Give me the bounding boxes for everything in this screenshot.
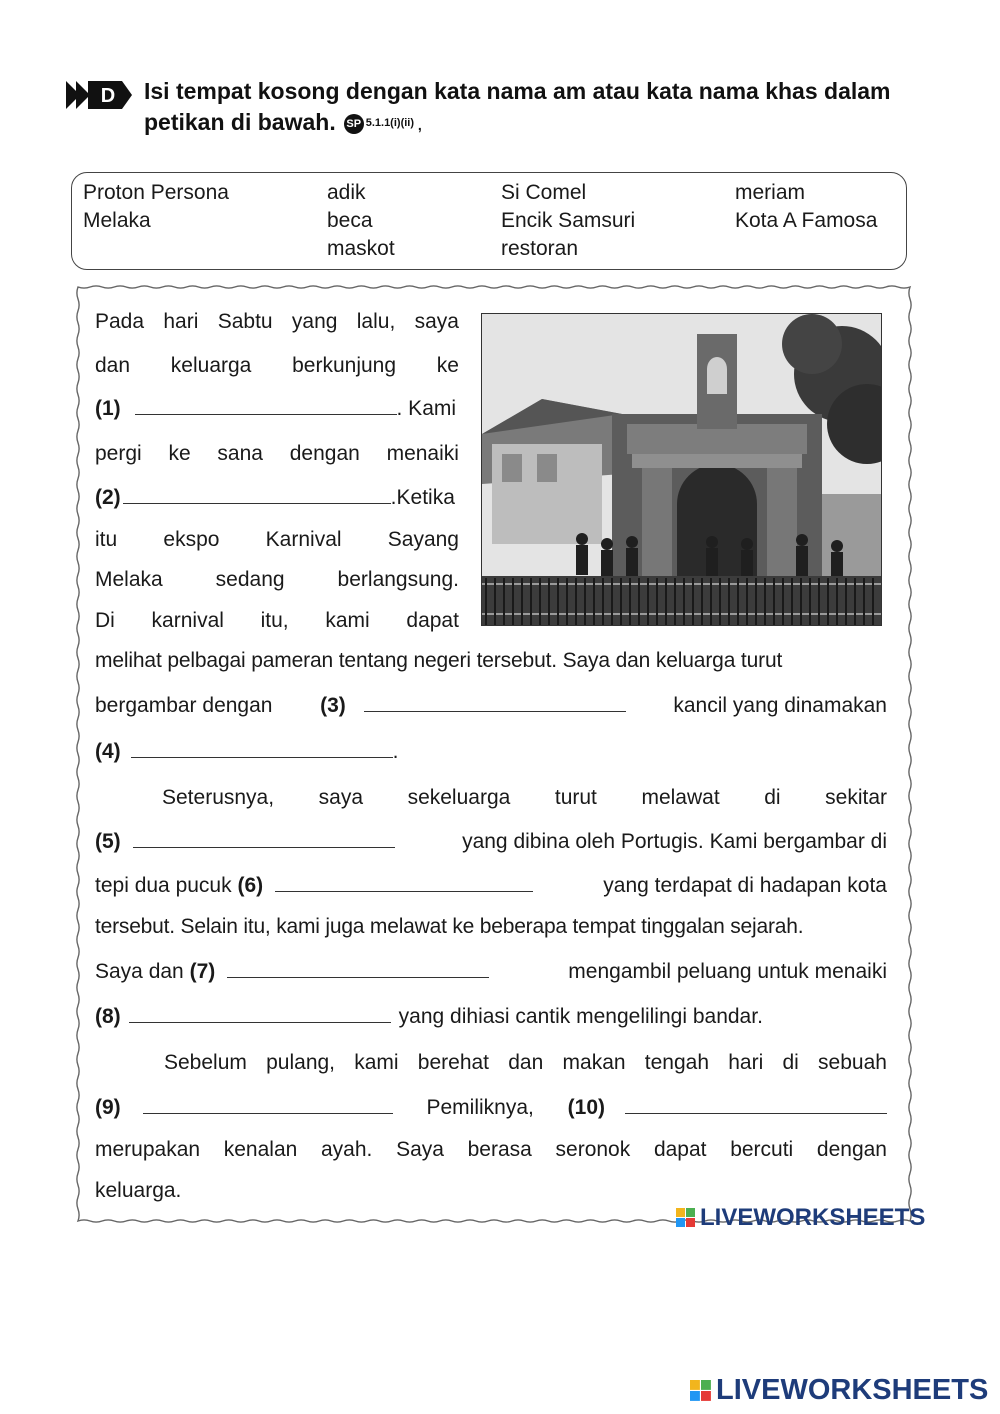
a-famosa-illustration: [482, 314, 882, 626]
liveworksheets-logo-icon: [676, 1208, 696, 1228]
blank-number-6: (6): [237, 874, 264, 897]
word-meriam: meriam: [735, 181, 806, 204]
liveworksheets-logo-icon: [690, 1380, 712, 1402]
blank-6-input[interactable]: [275, 873, 533, 892]
instruction-line-2: petikan di bawah. SP 5.1.1(i)(ii) ,: [144, 109, 422, 135]
blank-1-input[interactable]: [135, 396, 397, 415]
word-encik-samsuri: Encik Samsuri: [501, 209, 636, 232]
passage-p1-line-11: (4) .: [95, 740, 399, 763]
blank-8-input[interactable]: [129, 1004, 391, 1023]
instruction-line-1: Isi tempat kosong dengan kata nama am atau kata nama khas dalam: [144, 78, 891, 104]
passage-p1-line-7: Melaka sedang berlangsung.: [95, 568, 459, 591]
blank-number-7: (7): [189, 960, 216, 983]
passage-p3-line-2: (9) Pemiliknya, (10): [95, 1094, 887, 1122]
passage-p2-line-5: Saya dan (7) mengambil peluang untuk menaiki: [95, 960, 887, 983]
blank-9-input[interactable]: [143, 1095, 393, 1114]
passage-p3-line-4: keluarga.: [95, 1179, 182, 1202]
passage-p1-line-8: Di karnival itu, kami dapat: [95, 609, 459, 632]
blank-number-9: (9): [95, 1096, 121, 1119]
blank-2-input[interactable]: [123, 485, 391, 504]
passage-p1-line-2: dan keluarga berkunjung ke: [95, 354, 459, 377]
passage-p3-line-3: merupakan kenalan ayah. Saya berasa seronok dapat bercuti dengan: [95, 1138, 887, 1161]
word-melaka: Melaka: [83, 209, 151, 232]
section-d-badge: [66, 78, 134, 112]
blank-number-2: (2): [95, 486, 121, 509]
passage-p1-line-10: bergambar dengan (3) kancil yang dinamakan: [95, 694, 887, 717]
passage-p1-line-9: melihat pelbagai pameran tentang negeri tersebut. Saya dan keluarga turut: [95, 649, 783, 672]
blank-10-input[interactable]: [625, 1095, 887, 1114]
blank-number-3: (3): [320, 694, 346, 717]
passage-p2-line-2: (5) yang dibina oleh Portugis. Kami bergambar di: [95, 830, 887, 853]
word-restoran: restoran: [501, 237, 579, 260]
instruction-text: [144, 76, 924, 141]
passage-p2-line-1: Seterusnya, saya sekeluarga turut melawat di sekitar: [162, 786, 887, 809]
passage-p3-line-1: Sebelum pulang, kami berehat dan makan tengah hari di sebuah: [164, 1051, 887, 1074]
watermark-footer: LIVEWORKSHEETS: [690, 1374, 988, 1407]
section-letter: D: [100, 85, 116, 107]
blank-number-5: (5): [95, 830, 121, 853]
passage-p2-line-4: tersebut. Selain itu, kami juga melawat ke beberapa tempat tinggalan sejarah.: [95, 915, 804, 938]
word-proton-persona: Proton Persona: [83, 181, 229, 204]
blank-5-input[interactable]: [133, 829, 395, 848]
word-si-comel: Si Comel: [501, 181, 587, 204]
blank-number-4: (4): [95, 740, 121, 763]
word-beca: beca: [327, 209, 373, 232]
a-famosa-photo: [481, 313, 882, 626]
instruction-line-2-text: petikan di bawah.: [144, 109, 336, 135]
sp-code: 5.1.1(i)(ii): [365, 117, 415, 130]
passage-p2-line-6: (8) yang dihiasi cantik mengelilingi bandar.: [95, 1005, 763, 1028]
word-adik: adik: [327, 181, 366, 204]
passage-p1-line-5: (2) .Ketika: [95, 486, 455, 509]
blank-7-input[interactable]: [227, 959, 489, 978]
sp-icon: SP: [344, 114, 364, 134]
watermark-inline: LIVEWORKSHEETS: [676, 1204, 925, 1232]
blank-number-8: (8): [95, 1005, 121, 1028]
blank-4-input[interactable]: [131, 739, 393, 758]
blank-number-10: (10): [567, 1096, 605, 1119]
word-kota-a-famosa: Kota A Famosa: [735, 209, 878, 232]
passage-p1-line-1: Pada hari Sabtu yang lalu, saya: [95, 310, 459, 333]
blank-number-1: (1): [95, 397, 121, 420]
passage-p1-line-6: itu ekspo Karnival Sayang: [95, 528, 459, 551]
passage-p2-line-3: tepi dua pucuk (6) yang terdapat di hadapan kota: [95, 874, 887, 897]
blank-3-input[interactable]: [364, 693, 626, 712]
passage-p1-line-3: (1) . Kami: [95, 397, 457, 420]
passage-p1-line-4: pergi ke sana dengan menaiki: [95, 442, 459, 465]
word-maskot: maskot: [327, 237, 395, 260]
